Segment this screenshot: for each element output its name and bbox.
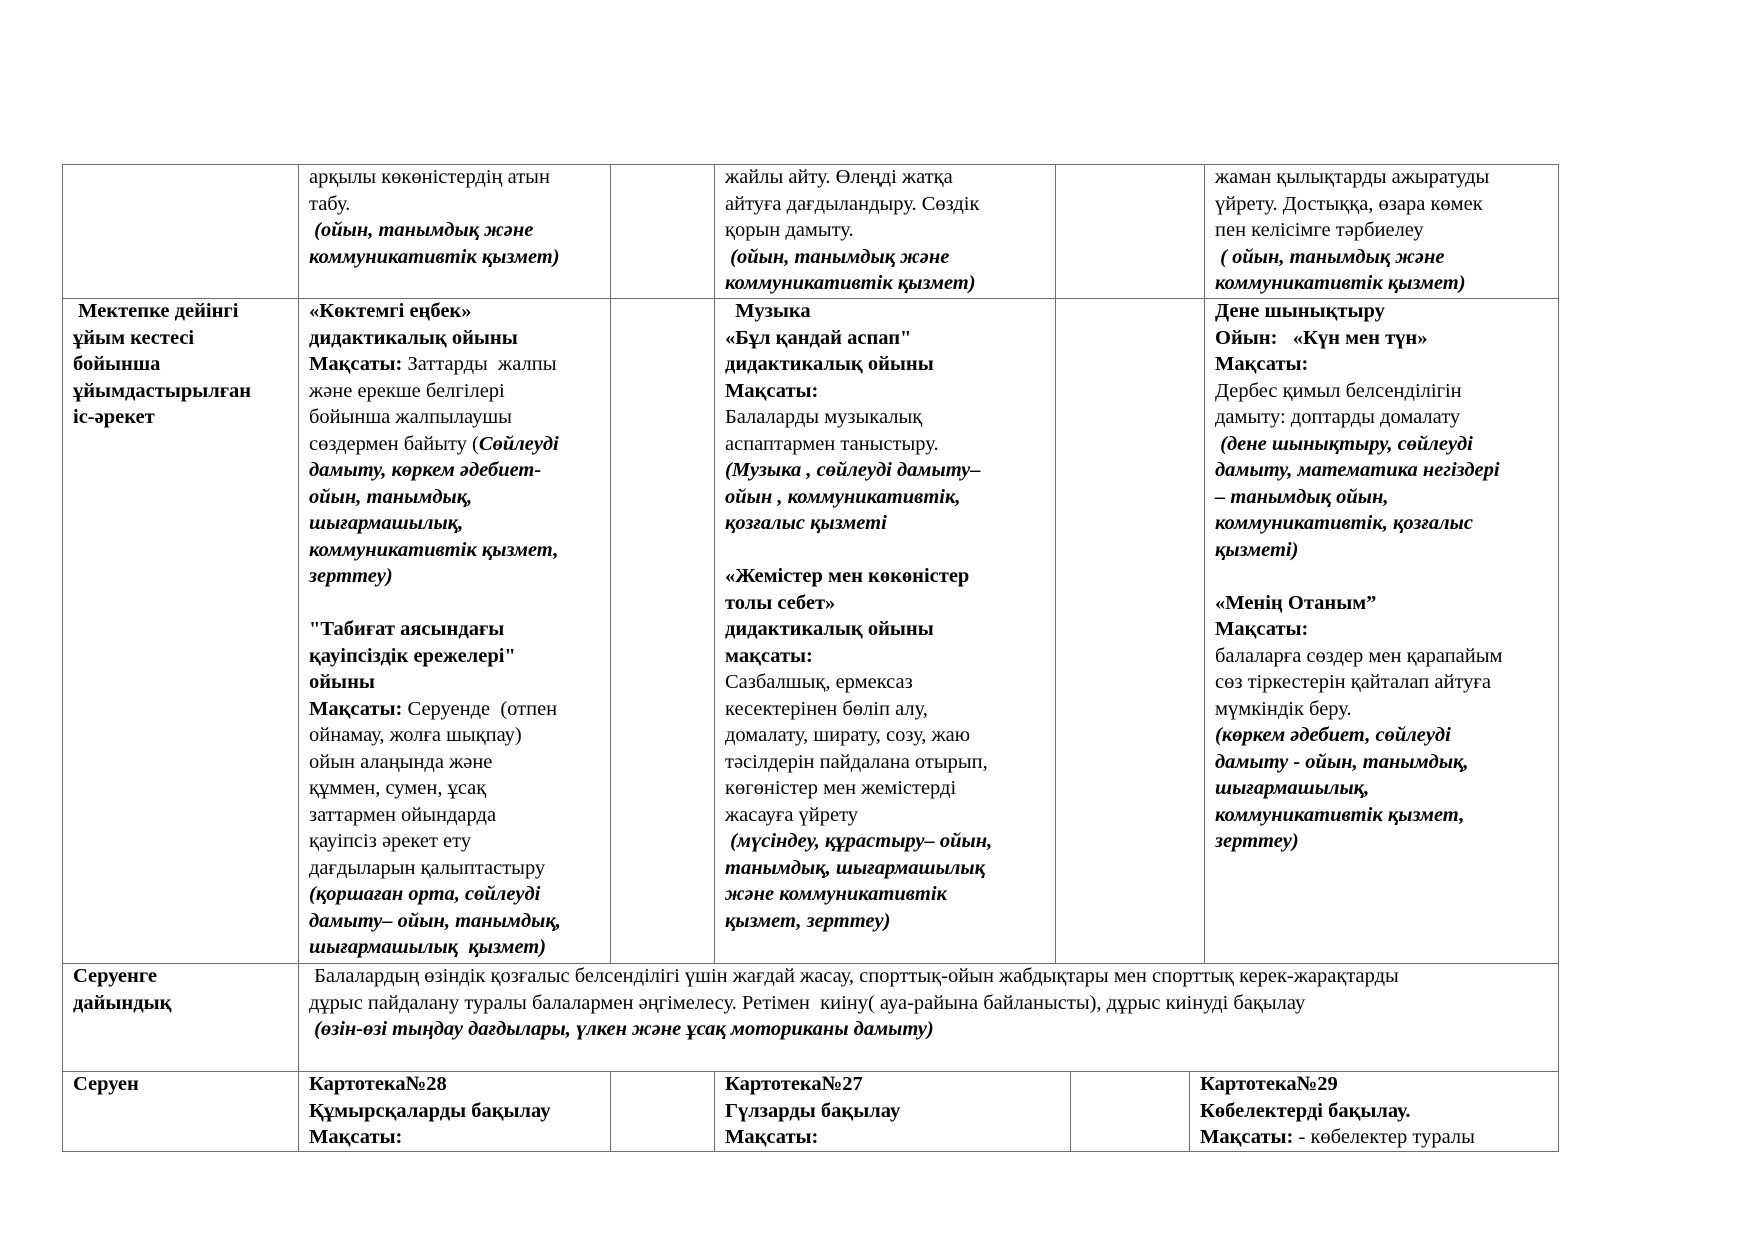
activity-line: дамыту - ойын, танымдық, xyxy=(1215,750,1469,773)
activity-line: шығармашылық, xyxy=(1215,777,1370,799)
text-line: айтуға дағдыландыру. Сөздік xyxy=(725,192,980,215)
text-line: балаларға сөздер мен қарапайым xyxy=(1215,644,1503,667)
text-line: дұрыс пайдалану туралы балалармен әңгімелесу. Ретімен киіну( ауа-райына байланысты), дұрыс киінуді бақылау xyxy=(309,991,1306,1014)
subject-title: Дене шынықтыру xyxy=(1215,300,1385,322)
row-label-line: Мектепке дейінгі xyxy=(73,300,239,322)
row-label-line: Серуенге xyxy=(73,965,157,987)
game-title-line: дидактикалық ойыны xyxy=(725,618,934,640)
activity-line: коммуникативтік қызмет) xyxy=(725,272,976,294)
text-line: жайлы айту. Өлеңді жатқа xyxy=(725,166,953,188)
goal-label: Мақсаты: xyxy=(1200,1126,1294,1148)
activity-line: қызмет, зерттеу) xyxy=(725,909,891,932)
game-title-line: ойыны xyxy=(309,671,375,693)
text-line: жасауға үйрету xyxy=(725,803,859,826)
activity-line: шығармашылық, xyxy=(309,512,464,534)
row2-col3-cell xyxy=(1205,298,1558,963)
text-line: дамыту: доптарды домалату xyxy=(1215,406,1461,428)
activity-line: қозғалыс қызметі xyxy=(725,512,887,534)
text-line: Сазбалшық, ермексаз xyxy=(725,671,913,693)
observation-title: Көбелектерді бақылау. xyxy=(1200,1099,1411,1122)
text-line: үйрету. Достыққа, өзара көмек xyxy=(1215,192,1483,215)
goal-line xyxy=(309,351,600,378)
activity-line: (Музыка , сөйлеуді дамыту– xyxy=(725,459,981,481)
row4-col2-cell xyxy=(715,1071,1070,1151)
grid-line xyxy=(62,1151,1559,1152)
activity-line: коммуникативтік қызмет, xyxy=(309,538,559,561)
text-line: табу. xyxy=(309,192,351,215)
row-label-line: ұйымдастырылған xyxy=(73,379,252,402)
game-title-line: "Табиғат аясындағы xyxy=(309,618,505,640)
activity-line: (өзін-өзі тыңдау дағдылары, үлкен және ұсақ моториканы дамыту) xyxy=(309,1018,934,1040)
activity-line: зерттеу) xyxy=(1215,830,1299,852)
text-line: Балаларды музыкалық xyxy=(725,406,923,428)
activity-line: (ойын, танымдық және xyxy=(725,245,950,268)
activity-line: ойын, танымдық, xyxy=(309,485,473,508)
text-line: ойын алаңында және xyxy=(309,750,493,773)
goal-label: Мақсаты: xyxy=(725,1126,819,1148)
activity-line: коммуникативтік, қозғалыс xyxy=(1215,512,1473,534)
observation-title: Гүлзарды бақылау xyxy=(725,1099,901,1122)
activity-line: және коммуникативтік xyxy=(725,883,947,905)
card-number: Картотека№28 xyxy=(309,1073,447,1095)
goal-label: Мақсаты: xyxy=(1215,618,1309,640)
row4-label-cell xyxy=(63,1071,298,1151)
activity-line: ойын , коммуникативтік, xyxy=(725,485,961,508)
game-title-line: дидактикалық ойыны xyxy=(309,326,518,349)
game-title-line: мақсаты: xyxy=(725,644,813,667)
subject-title: Музыка xyxy=(725,300,811,322)
row2-label-cell xyxy=(63,298,298,963)
row1-col1-cell xyxy=(299,164,610,298)
text-line: заттармен ойындарда xyxy=(309,803,497,826)
goal-line xyxy=(309,696,600,723)
text-line: қауіпсіз әрекет ету xyxy=(309,830,472,852)
activity-line: зерттеу) xyxy=(309,565,393,587)
goal-text: - көбелектер туралы xyxy=(1293,1126,1475,1148)
row1-col2-cell xyxy=(715,164,1055,298)
row2-col2-cell xyxy=(715,298,1055,963)
activity-line: (көркем әдебиет, сөйлеуді xyxy=(1215,724,1451,746)
activity-line: шығармашылық қызмет) xyxy=(309,936,547,958)
grid-line xyxy=(610,1071,611,1152)
activity-line: коммуникативтік қызмет, xyxy=(1215,803,1465,826)
text-line: Дербес қимыл белсенділігін xyxy=(1215,379,1462,402)
game-title-line: «Менің Отаным” xyxy=(1215,591,1377,614)
row-label-line: іс-әрекет xyxy=(73,406,155,428)
goal-line xyxy=(725,1124,1060,1151)
text-line: аспаптармен таныстыру. xyxy=(725,432,939,455)
activity-line: танымдық, шығармашылық xyxy=(725,856,985,879)
activity-line: ( ойын, танымдық және xyxy=(1215,245,1445,268)
game-title-line: толы себет» xyxy=(725,591,836,614)
activity-line: (мүсіндеу, құрастыру– ойын, xyxy=(725,830,993,852)
game-title-line: «Жемістер мен көкөністер xyxy=(725,565,970,587)
text-line: кесектерінен бөліп алу, xyxy=(725,697,928,720)
game-title-line: қауіпсіздік ережелері" xyxy=(309,644,516,667)
row4-col3-cell xyxy=(1190,1071,1558,1151)
text-line: Балалардың өзіндік қозғалыс белсенділігі үшін жағдай жасау, спорттық-ойын жабдықтары мен спорттық керек-жарақтарды xyxy=(309,965,1399,987)
row-label-line: ұйым кестесі xyxy=(73,326,195,349)
text-line: сөз тіркестерін қайталап айтуға xyxy=(1215,671,1491,693)
text-line: домалату, ширату, созу, жаю xyxy=(725,724,971,746)
text-line: және ерекше белгілері xyxy=(309,379,505,402)
text-line: дағдыларын қалыптастыру xyxy=(309,856,546,879)
text-line: ойнамау, жолға шықпау) xyxy=(309,724,522,746)
text-line: қорын дамыту. xyxy=(725,219,854,241)
row3-content-cell xyxy=(299,963,1558,1071)
row2-col1-cell xyxy=(299,298,610,963)
goal-label: Мақсаты: xyxy=(725,379,819,402)
text-line: көгөністер мен жемістерді xyxy=(725,777,957,799)
text-line: құммен, сумен, ұсақ xyxy=(309,777,487,799)
text-line: мүмкіндік беру. xyxy=(1215,697,1352,720)
observation-title: Құмырсқаларды бақылау xyxy=(309,1099,551,1122)
goal-label: Мақсаты: xyxy=(309,353,403,375)
goal-label: Мақсаты: xyxy=(309,1126,403,1148)
grid-line xyxy=(1055,164,1056,963)
row3-label-cell xyxy=(63,963,298,1071)
goal-text: Заттарды жалпы xyxy=(402,353,557,375)
text-line: тәсілдерін пайдалана отырып, xyxy=(725,750,988,773)
card-number: Картотека№29 xyxy=(1200,1073,1338,1095)
goal-line xyxy=(309,1124,600,1151)
goal-text: сөздермен байыту ( xyxy=(309,432,479,455)
game-title-line: «Бұл қандай аспап" xyxy=(725,326,912,349)
activity-line: дамыту, көркем әдебиет- xyxy=(309,459,542,481)
activity-line: дамыту– ойын, танымдық, xyxy=(309,909,561,932)
activity-line: – танымдық ойын, xyxy=(1215,485,1389,508)
game-title-line: Ойын: «Күн мен түн» xyxy=(1215,326,1428,349)
goal-label: Мақсаты: xyxy=(309,697,403,720)
activity-line: (дене шынықтыру, сөйлеуді xyxy=(1215,432,1473,455)
text-line: арқылы көкөністердің атын xyxy=(309,166,550,188)
activity-line: қызметі) xyxy=(1215,538,1299,561)
grid-line xyxy=(1070,1071,1071,1152)
activity-line: коммуникативтік қызмет) xyxy=(1215,272,1466,294)
grid-line xyxy=(610,164,611,963)
text-line xyxy=(309,431,600,458)
text-line: жаман қылықтарды ажыратуды xyxy=(1215,166,1490,188)
game-title-line: дидактикалық ойыны xyxy=(725,353,934,375)
activity-line: (қоршаған орта, сөйлеуді xyxy=(309,883,541,905)
grid-line xyxy=(1558,164,1559,1152)
goal-line xyxy=(1200,1124,1548,1151)
activity-line: коммуникативтік қызмет) xyxy=(309,245,560,268)
activity-line: (ойын, танымдық және xyxy=(309,219,534,241)
row-label-line: Серуен xyxy=(73,1073,139,1095)
row-label-line: бойынша xyxy=(73,353,161,375)
card-number: Картотека№27 xyxy=(725,1073,863,1095)
text-line: бойынша жалпылаушы xyxy=(309,406,512,428)
row-label-line: дайындық xyxy=(73,991,172,1014)
game-title-line: «Көктемгі еңбек» xyxy=(309,300,472,322)
row1-col3-cell xyxy=(1205,164,1558,298)
goal-label: Мақсаты: xyxy=(1215,353,1309,375)
text-line: пен келісімге тәрбиелеу xyxy=(1215,219,1424,241)
goal-text: Серуенде (отпен xyxy=(402,697,558,720)
row4-col1-cell xyxy=(299,1071,610,1151)
activity-line: дамыту, математика негіздері xyxy=(1215,459,1500,481)
activity-text: Сөйлеуді xyxy=(478,432,559,455)
